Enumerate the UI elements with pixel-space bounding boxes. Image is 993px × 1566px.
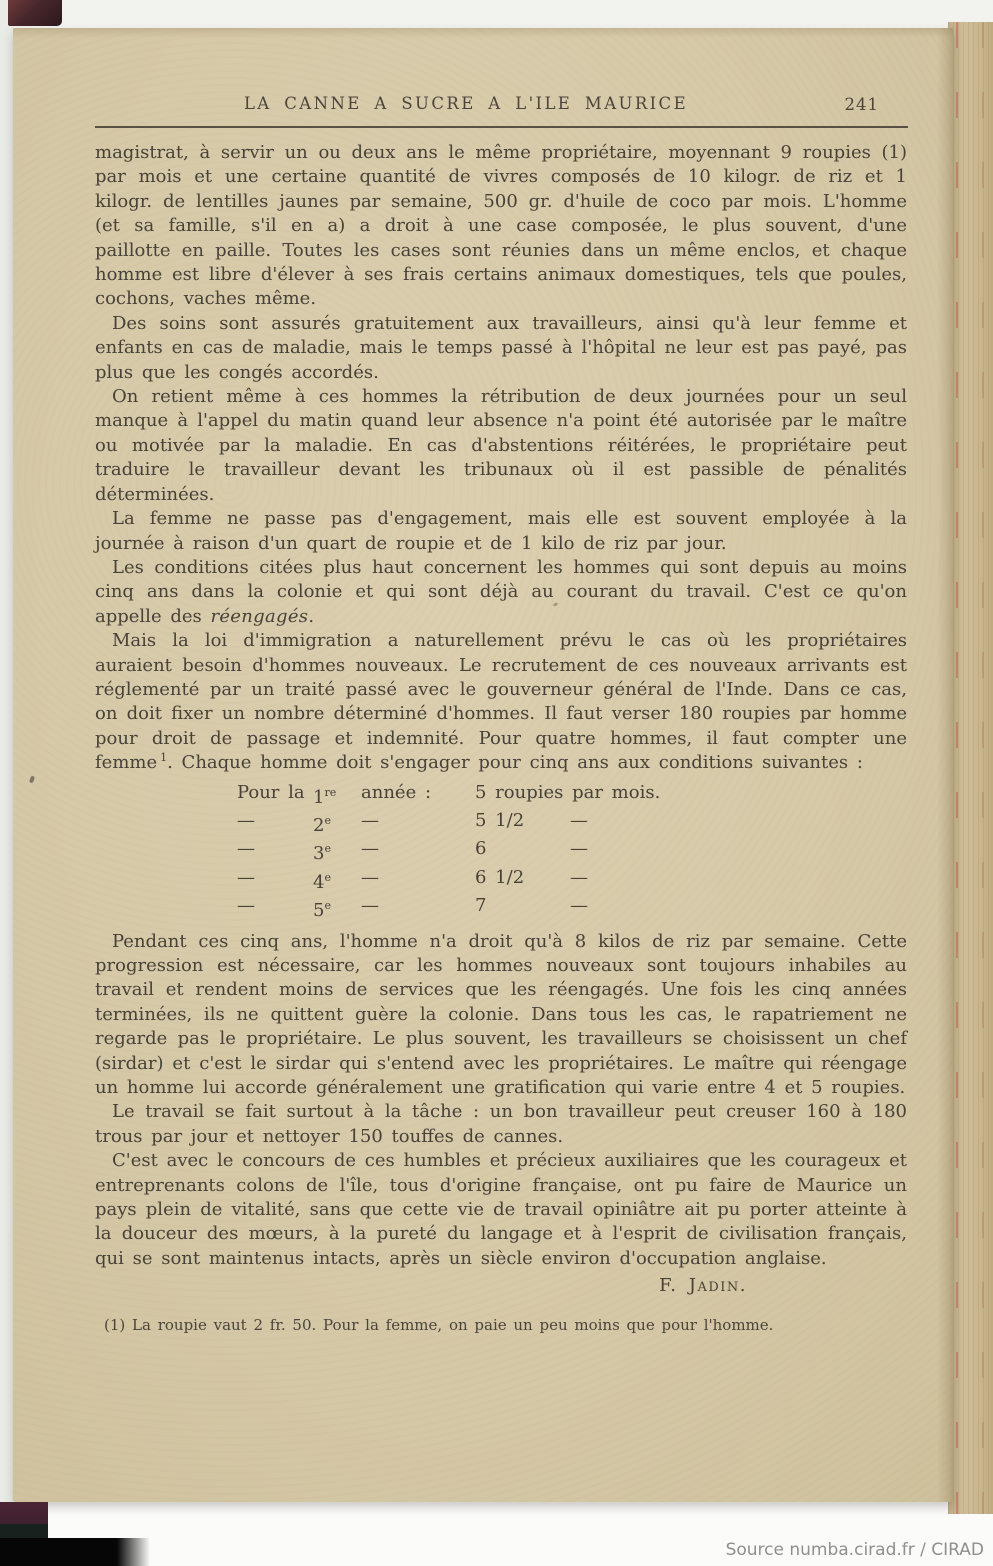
scanner-background-top bbox=[0, 0, 993, 30]
paragraph-text: . bbox=[308, 605, 315, 627]
row-value: 5 1/2 bbox=[475, 809, 525, 831]
page-edge-stack bbox=[948, 22, 993, 1514]
row-value: 6 1/2 bbox=[475, 866, 525, 888]
paragraph-text: Les conditions citées plus haut concernent les hommes qui sont depuis au moins cinq ans dans la colonie et qui sont déjà au courant du travail. C'est ce qu'on appelle des bbox=[95, 556, 907, 627]
table-row bbox=[95, 809, 907, 837]
book-binding-corner-top bbox=[8, 0, 62, 26]
paragraph: Pendant ces cinq ans, l'homme n'a droit qu'à 8 kilos de riz par semaine. Cette progression est nécessaire, car les hommes nouveaux sont toujours inhabiles au travail et rendent moins de services que les réengagés. Une fois les cinq années terminées, ils ne quittent guère la colonie. Dans tous les cas, le rapatriement ne regarde pas le propriétaire. Le plus souvent, les travailleurs se choisissent un chef (sirdar) et c'est le sirdar qui s'entend avec les propriétaires. Le maître qui réengage un homme lui accorde généralement une gratification qui varie entre 4 et 5 roupies. bbox=[95, 930, 907, 1099]
year-ordinal: 5e bbox=[313, 899, 331, 922]
source-attribution-bar bbox=[0, 1538, 993, 1566]
row-value: 5 roupies par mois. bbox=[475, 781, 661, 803]
footnote bbox=[104, 1315, 907, 1335]
page-number: 241 bbox=[844, 95, 879, 114]
author-signature: F. Jadin. bbox=[659, 1275, 747, 1297]
row-label: — bbox=[237, 838, 255, 860]
year-ordinal: 4e bbox=[313, 870, 331, 893]
wage-rate-table bbox=[95, 781, 907, 923]
table-row bbox=[95, 894, 907, 922]
body-text bbox=[95, 141, 907, 1335]
year-ordinal: 2e bbox=[313, 813, 331, 836]
running-head bbox=[95, 94, 907, 120]
source-attribution-text: Source numba.cirad.fr / CIRAD bbox=[725, 1540, 984, 1560]
paragraph: C'est avec le concours de ces humbles et précieux auxiliaires que les courageux et entreprenants colons de l'île, tous d'origine française, ont pu faire de Maurice un pays plein de vitalité, sans que cette vie de travail opiniâtre ait pu porter atteinte à la douceur des mœurs, à la pureté du langage et à l'esprit de civilisation français, qui se sont maintenus intacts, après un siècle environ d'occupation anglaise. bbox=[95, 1150, 907, 1269]
row-value: 6 bbox=[475, 838, 487, 860]
footnote-text: La roupie vaut 2 fr. 50. Pour la femme, on paie un peu moins que pour l'homme. bbox=[132, 1315, 774, 1334]
scanner-background-left bbox=[0, 0, 13, 1545]
italic-term: réengagés bbox=[210, 605, 309, 627]
paragraph: magistrat, à servir un ou deux ans le même propriétaire, moyennant 9 roupies (1) par mois et une certaine quantité de vivres composés de 10 kilogr. de riz et 1 kilogr. de lentilles jaunes par semaine, 500 gr. d'huile de coco par mois. L'homme (et sa famille, s'il en a) a droit à une case composée, le plus souvent, d'une paillotte en paille. Toutes les cases sont réunies dans un même enclos, et chaque homme est libre d'élever à ses frais certains animaux domestiques, tels que poules, cochons, vaches même. bbox=[95, 142, 907, 310]
table-row bbox=[95, 781, 907, 809]
row-label: — bbox=[237, 809, 255, 831]
paragraph bbox=[95, 629, 907, 775]
page-edge-red-fleck bbox=[982, 22, 984, 1514]
footnote-marker: 1 bbox=[160, 751, 168, 765]
row-mid: — bbox=[361, 809, 379, 831]
ink-speck bbox=[29, 776, 35, 784]
row-tail: — bbox=[570, 809, 588, 831]
paragraph: Le travail se fait surtout à la tâche : un bon travailleur peut creuser 160 à 180 trous par jour et nettoyer 150 touffes de cannes. bbox=[95, 1101, 907, 1147]
row-mid: — bbox=[361, 838, 379, 860]
header-rule bbox=[95, 126, 908, 128]
row-mid: année : bbox=[361, 781, 432, 803]
table-row bbox=[95, 837, 907, 865]
table-row bbox=[95, 866, 907, 894]
paragraph: Des soins sont assurés gratuitement aux travailleurs, ainsi qu'à leur femme et enfants en cas de maladie, mais le temps passé à l'hôpital ne leur est pas payé, pas plus que les congés accordés. bbox=[95, 312, 907, 383]
year-ordinal: 3e bbox=[313, 842, 331, 865]
row-label: — bbox=[237, 895, 255, 917]
year-ordinal: 1re bbox=[313, 785, 337, 808]
row-value: 7 bbox=[475, 895, 487, 917]
paragraph: La femme ne passe pas d'engagement, mais elle est souvent employée à la journée à raison d'un quart de roupie et de 1 kilo de riz par jour. bbox=[95, 508, 907, 554]
paragraph bbox=[95, 556, 907, 629]
page-edge-red-fleck bbox=[956, 22, 958, 1514]
row-tail: — bbox=[570, 866, 588, 888]
footnote-number: (1) bbox=[104, 1315, 126, 1334]
row-tail: — bbox=[570, 895, 588, 917]
row-label: Pour la bbox=[237, 781, 305, 803]
row-tail: — bbox=[570, 838, 588, 860]
paragraph-text: . Chaque homme doit s'engager pour cinq ans aux conditions suivantes : bbox=[167, 752, 863, 774]
page-title: LA CANNE A SUCRE A L'ILE MAURICE bbox=[243, 94, 689, 113]
row-mid: — bbox=[361, 895, 379, 917]
paragraph-text: Mais la loi d'immigration a naturellement prévu le cas où les propriétaires auraient besoin d'hommes nouveaux. Le recrutement de ces nouveaux arrivants est réglementé par un traité passé avec le gouverneur général de l'Inde. Dans ce cas, on doit fixer un nombre déterminé d'hommes. Il faut verser 180 roupies par homme pour droit de passage et indemnité. Pour quatre hommes, il faut compter une femme bbox=[95, 630, 907, 774]
book-page bbox=[13, 28, 953, 1502]
row-label: — bbox=[237, 866, 255, 888]
paragraph: On retient même à ces hommes la rétribution de deux journées pour un seul manque à l'appel du matin quand leur absence n'a point été autorisée par le maître ou motivée par la maladie. En cas d'abstentions réitérées, le propriétaire peut traduire le travailleur devant les tribunaux où il est passible de pénalités déterminées. bbox=[95, 386, 907, 505]
row-mid: — bbox=[361, 866, 379, 888]
